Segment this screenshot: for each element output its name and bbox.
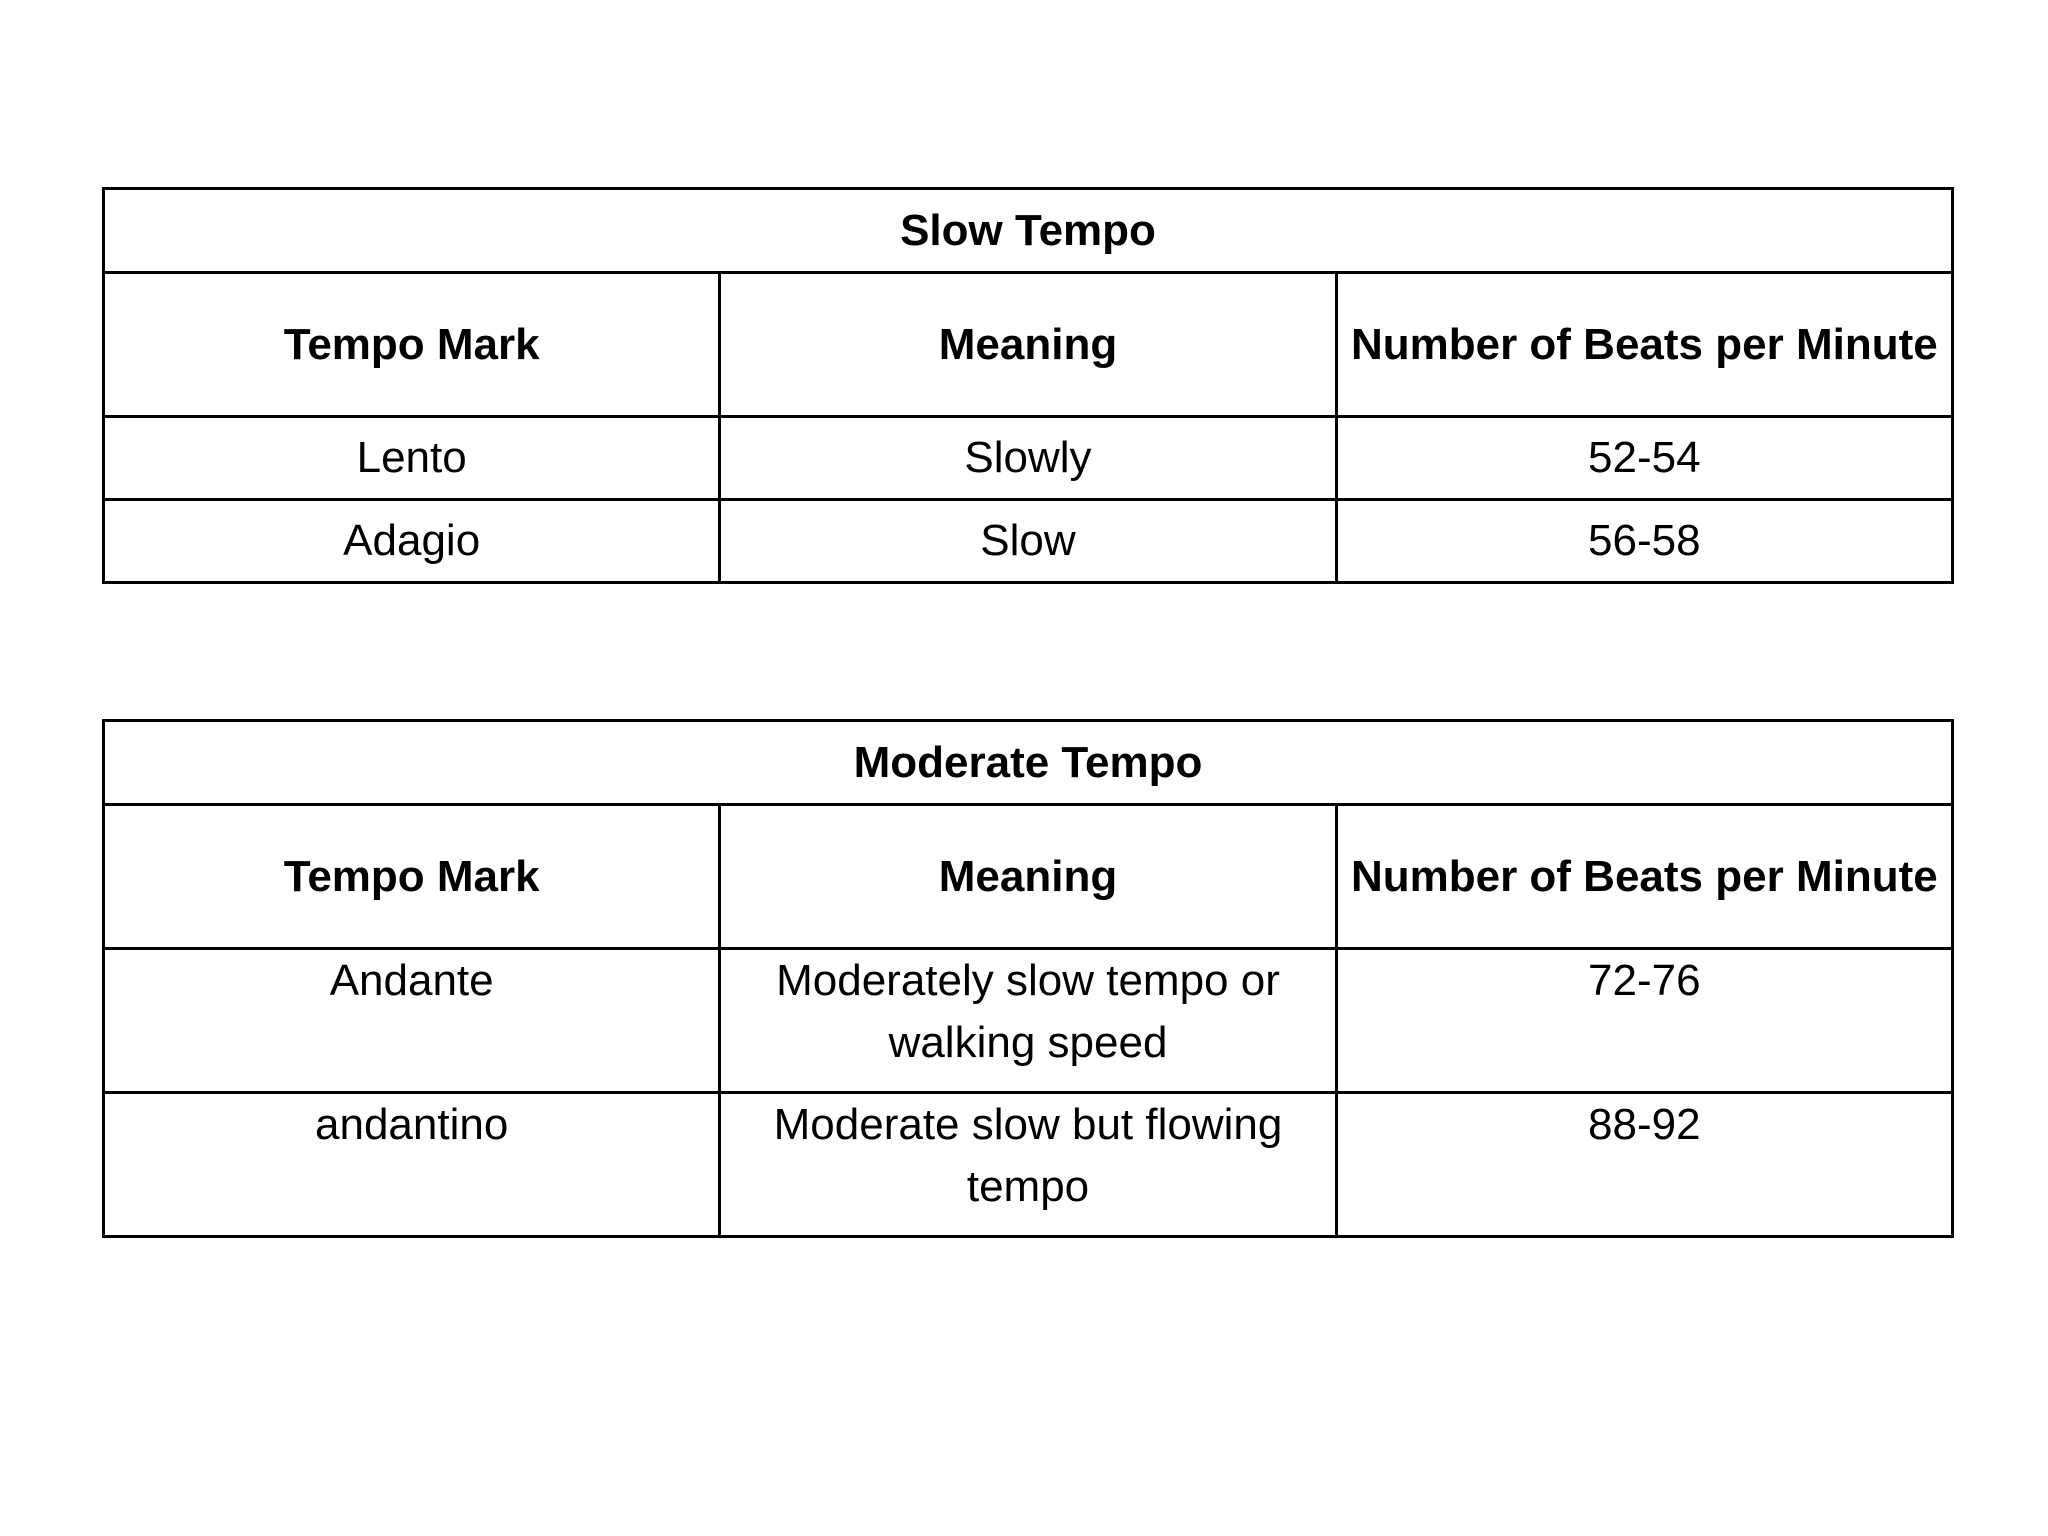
table-title: Slow Tempo [104, 189, 1953, 273]
column-header-meaning: Meaning [720, 273, 1336, 417]
tempo-mark-cell: Adagio [104, 500, 720, 583]
column-header-tempo-mark: Tempo Mark [104, 805, 720, 949]
table-row [104, 417, 1953, 500]
moderate-tempo-table [102, 719, 1954, 1238]
tempo-mark-cell: Lento [104, 417, 720, 500]
table-row [104, 1093, 1953, 1237]
table-header-row [104, 273, 1953, 417]
meaning-cell: Slow [720, 500, 1336, 583]
tempo-mark-cell: andantino [104, 1093, 720, 1237]
table-title: Moderate Tempo [104, 721, 1953, 805]
bpm-cell: 52-54 [1336, 417, 1952, 500]
bpm-cell: 88-92 [1336, 1093, 1952, 1237]
table-row [104, 949, 1953, 1093]
tempo-mark-cell: Andante [104, 949, 720, 1093]
table-title-row [104, 189, 1953, 273]
meaning-cell: Moderately slow tempo or walking speed [720, 949, 1336, 1093]
column-header-tempo-mark: Tempo Mark [104, 273, 720, 417]
bpm-cell: 72-76 [1336, 949, 1952, 1093]
meaning-cell: Slowly [720, 417, 1336, 500]
meaning-cell: Moderate slow but flowing tempo [720, 1093, 1336, 1237]
bpm-cell: 56-58 [1336, 500, 1952, 583]
column-header-beats-per-minute: Number of Beats per Minute [1336, 273, 1952, 417]
column-header-beats-per-minute: Number of Beats per Minute [1336, 805, 1952, 949]
slow-tempo-table [102, 187, 1954, 584]
table-title-row [104, 721, 1953, 805]
column-header-meaning: Meaning [720, 805, 1336, 949]
table-header-row [104, 805, 1953, 949]
table-row [104, 500, 1953, 583]
